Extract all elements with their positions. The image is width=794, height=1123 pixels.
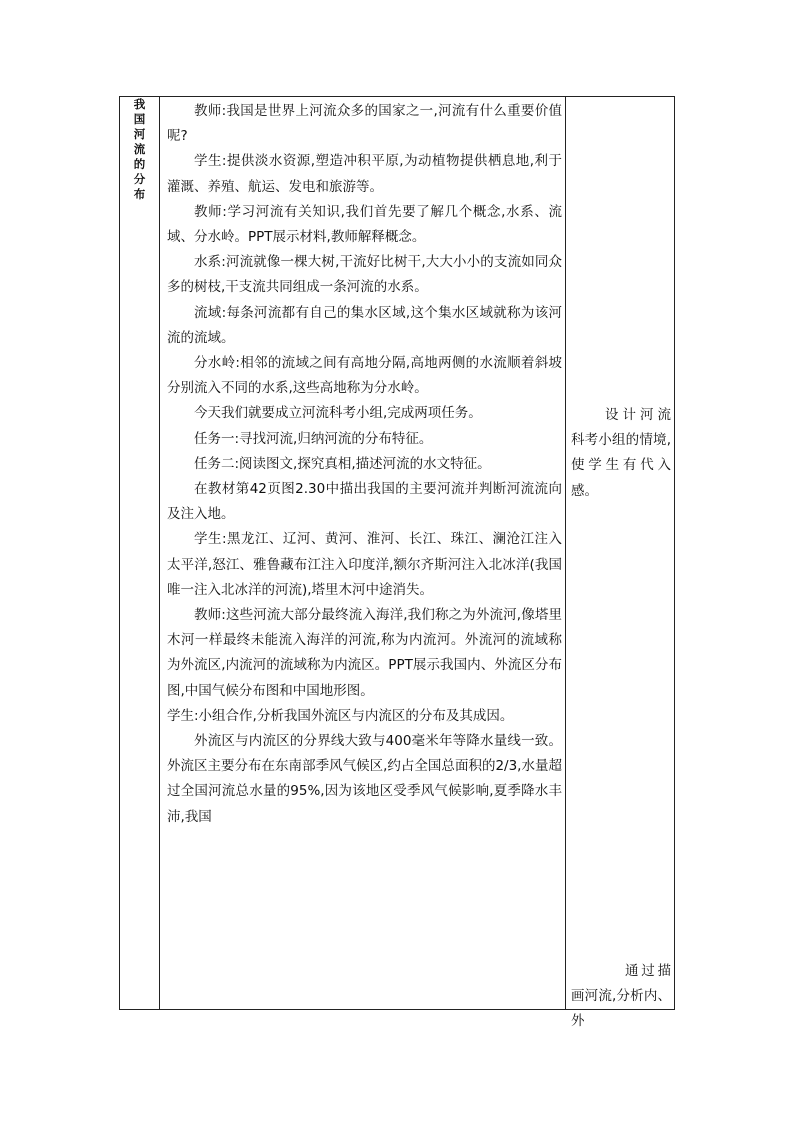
topic-cell — [120, 97, 160, 1010]
paragraph: 教师:我国是世界上河流众多的国家之一,河流有什么重要价值呢? — [167, 103, 562, 145]
design-note-2: 通过描画河流,分析内、外 — [571, 963, 671, 1030]
paragraph: 任务二:阅读图文,探究真相,描述河流的水文特征。 — [194, 455, 491, 472]
paragraph: 学生:黑龙江、辽河、黄河、淮河、长江、珠江、澜沧江注入太平洋,怒江、雅鲁藏布江注入印度洋,额尔齐斯河注入北冰洋(我国唯一注入北冰洋的河流),塔里木河中途消失。 — [167, 531, 562, 598]
design-intent-cell — [566, 97, 675, 1030]
lesson-plan-table — [119, 96, 675, 1030]
paragraph: 今天我们就要成立河流科考小组,完成两项任务。 — [194, 405, 482, 422]
table-row — [120, 97, 675, 1010]
paragraph: 分水岭:相邻的流域之间有高地分隔,高地两侧的水流顺着斜坡分别流入不同的水系,这些高地称为分水岭。 — [167, 355, 562, 397]
paragraph: 在教材第42页图2.30中描出我国的主要河流并判断河流流向及注入地。 — [167, 481, 562, 523]
paragraph: 水系:河流就像一棵大树,干流好比树干,大大小小的支流如同众多的树枝,干支流共同组成一条河流的水系。 — [167, 254, 562, 296]
design-note-1: 设计河流科考小组的情境,使学生有代入感。 — [571, 407, 671, 499]
paragraph: 教师:学习河流有关知识,我们首先要了解几个概念,水系、流域、分水岭。PPT展示材料,教师解释概念。 — [167, 203, 562, 246]
paragraph: 外流区与内流区的分界线大致与400毫米年等降水量线一致。外流区主要分布在东南部季风气候区,约占全国总面积的2/3,水量超过全国河流总水量的95%,因为该地区受季风气候影响,夏季降水丰沛,我国 — [167, 733, 562, 825]
paragraph: 任务一:寻找河流,归纳河流的分布特征。 — [194, 430, 433, 447]
paragraph: 流域:每条河流都有自己的集水区域,这个集水区域就称为该河流的流域。 — [167, 304, 562, 346]
paragraph: 教师:这些河流大部分最终流入海洋,我们称之为外流河,像塔里木河一样最终未能流入海洋的河流,称为内流河。外流河的流域称为外流区,内流河的流域称为内流区。PPT展示我国内、外流区分布图,中国气候分布图和中国地形图。 — [167, 607, 562, 699]
topic-label: 我国河流的分布 — [133, 97, 146, 201]
teaching-process-text — [160, 97, 565, 830]
teaching-process-cell — [160, 97, 566, 1010]
paragraph: 学生:提供淡水资源,塑造冲积平原,为动植物提供栖息地,利于灌溉、养殖、航运、发电和旅游等。 — [167, 153, 562, 195]
paragraph: 学生:小组合作,分析我国外流区与内流区的分布及其成因。 — [167, 707, 514, 724]
